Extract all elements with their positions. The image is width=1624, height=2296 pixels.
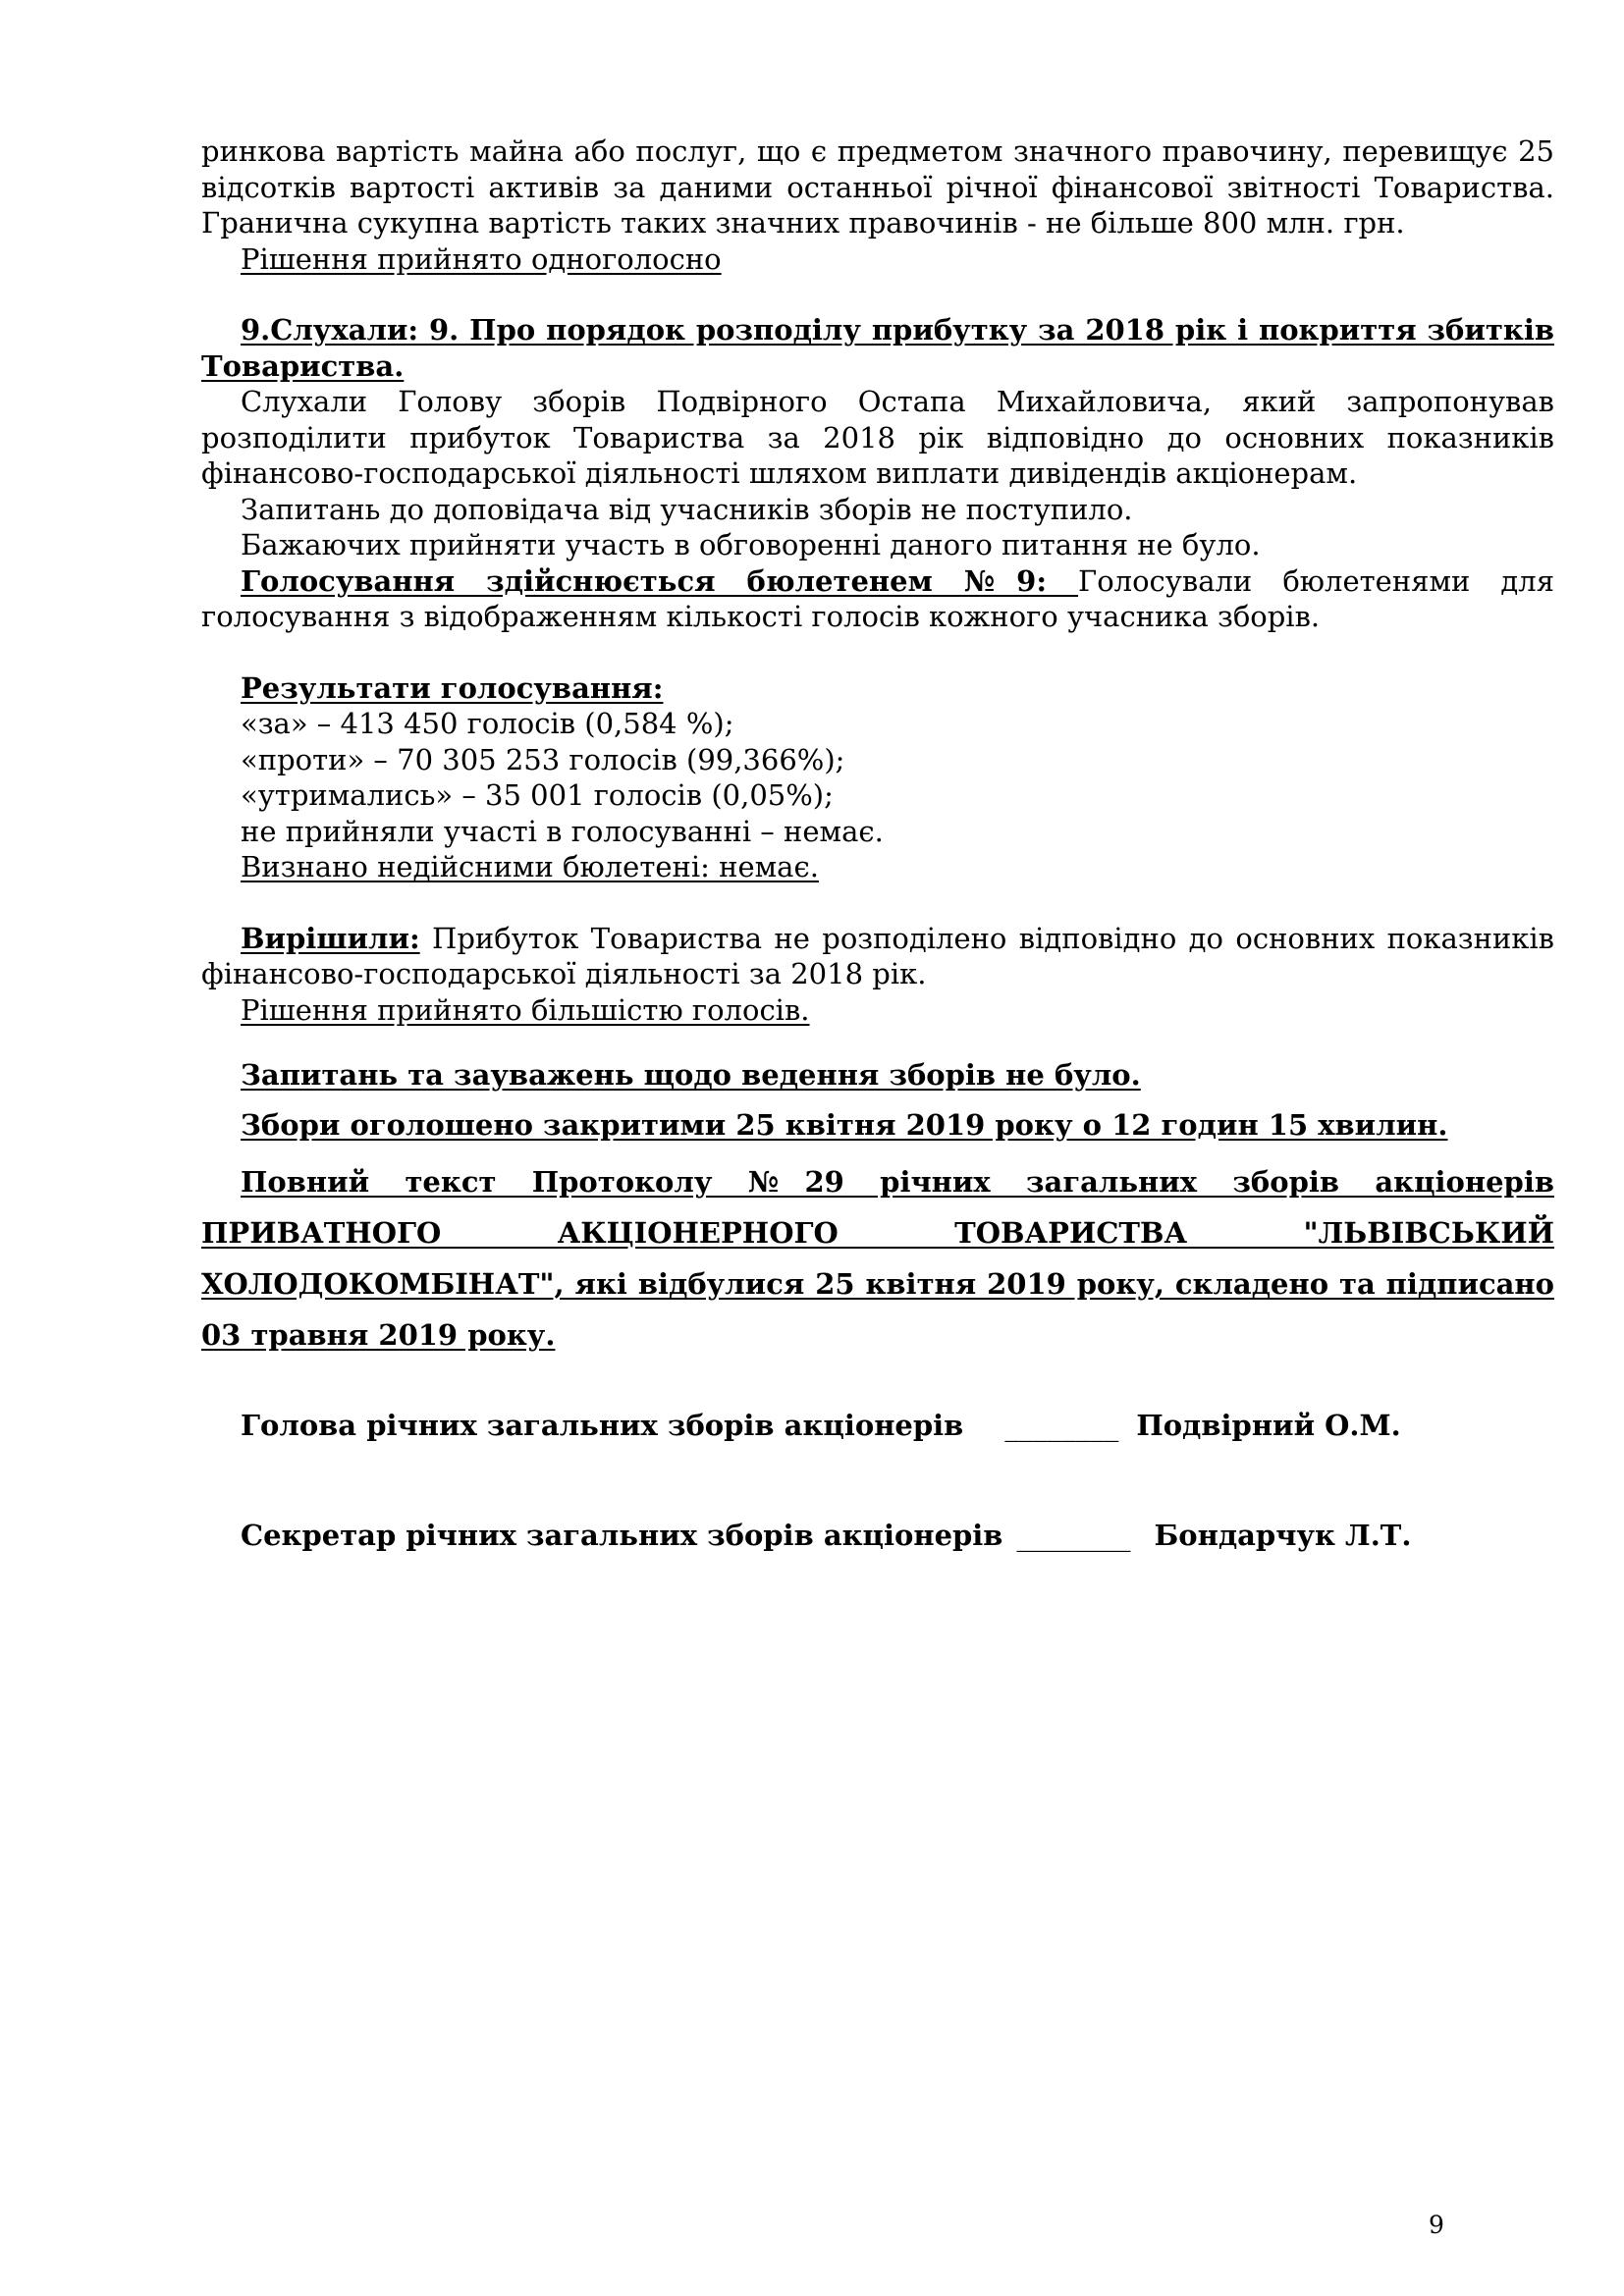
full-text-statement [201, 1156, 1554, 1361]
meeting-closed [201, 1107, 1554, 1144]
item9-voting-label: Голосування здійснюється бюлетенем №9: [241, 563, 1079, 598]
result-abstained: «утримались» – 35 001 голосів (0,05%); [241, 778, 834, 812]
resolved-text: Прибуток Товариства не розподілено відповідно до основних показників фінансово-господарської діяльності за 2018 рік. [201, 921, 1554, 990]
invalid-ballots-text: Визнано недійсними бюлетені: немає. [241, 850, 819, 883]
no-remarks-text: Запитань та зауважень щодо ведення зборів не було. [241, 1058, 1141, 1092]
signature-secretary-role: Секретар річних загальних зборів акціонерів [241, 1518, 1003, 1552]
continuation-paragraph: ринкова вартість майна або послуг, що є предметом значного правочину, перевищує 25 відсотків вартості активів за даними останньої річної фінансової звітності Товариства. Гранична сукупна вартість таких значних правочинів - не більше 800 млн. грн. [201, 134, 1554, 240]
signature-secretary [201, 1518, 1554, 1554]
page-number: 9 [1429, 2211, 1444, 2239]
results-heading [201, 670, 1554, 707]
signature-chairman-role: Голова річних загальних зборів акціонерів [241, 1409, 964, 1442]
meeting-closed-text: Збори оголошено закритими 25 квітня 2019 року о 12 годин 15 хвилин. [241, 1107, 1448, 1142]
no-remarks [201, 1057, 1554, 1094]
full-text-line-2: ПРИВАТНОГО АКЦІОНЕРНОГО ТОВАРИСТВА "ЛЬВІВСЬКИЙ [201, 1216, 1554, 1250]
result-not-participated: не прийняли участі в голосуванні – немає. [241, 814, 884, 848]
resolved-paragraph [201, 921, 1554, 992]
item9-heading: 9.Слухали: 9. Про порядок розподілу прибутку за 2018 рік і покриття збитків Товариства. [201, 313, 1554, 383]
signature-chairman-line: ________ [1004, 1409, 1119, 1442]
results-heading-text: Результати голосування: [241, 670, 664, 705]
item9-voting-text: Голосували бюлетенями для голосування з відображенням кількості голосів кожного учасника зборів. [201, 563, 1555, 633]
item9-heard-paragraph: Слухали Голову зборів Подвірного Остапа Михайловича, який запропонував розподілити прибуток Товариства за 2018 рік відповідно до основних показників фінансово-господарської діяльності шляхом виплати дивідендів акціонерам. [201, 385, 1554, 490]
invalid-ballots [201, 849, 1554, 885]
signature-secretary-name: Бондарчук Л.Т. [1154, 1518, 1412, 1552]
result-for: «за» – 413 450 голосів (0,584 %); [241, 707, 734, 740]
decision-unanimous [201, 241, 1554, 278]
document-page [201, 133, 1554, 1553]
signature-chairman-name: Подвірний О.М. [1136, 1409, 1401, 1442]
full-text-line-3: ХОЛОДОКОМБІНАТ", які відбулися 25 квітня 2019 року, складено та підписано [201, 1267, 1554, 1301]
item9-no-questions: Запитань до доповідача від учасників зборів не поступило. [241, 492, 1133, 526]
signature-chairman [201, 1408, 1554, 1444]
decision-unanimous-text: Рішення прийнято одноголосно [241, 241, 722, 276]
item9-no-discussion: Бажаючих прийняти участь в обговоренні даного питання не було. [241, 528, 1261, 561]
item9-voting-paragraph [201, 563, 1554, 635]
decision-majority [201, 992, 1554, 1029]
signature-secretary-line: ________ [1016, 1518, 1131, 1552]
decision-majority-text: Рішення прийнято більшістю голосів. [241, 992, 810, 1027]
resolved-label: Вирішили: [241, 921, 420, 955]
result-against: «проти» – 70 305 253 голосів (99,366%); [241, 742, 845, 776]
full-text-line-4: 03 травня 2019 року. [201, 1318, 556, 1352]
full-text-line-1: Повний текст Протоколу №29 річних загальних зборів акціонерів [241, 1165, 1554, 1199]
